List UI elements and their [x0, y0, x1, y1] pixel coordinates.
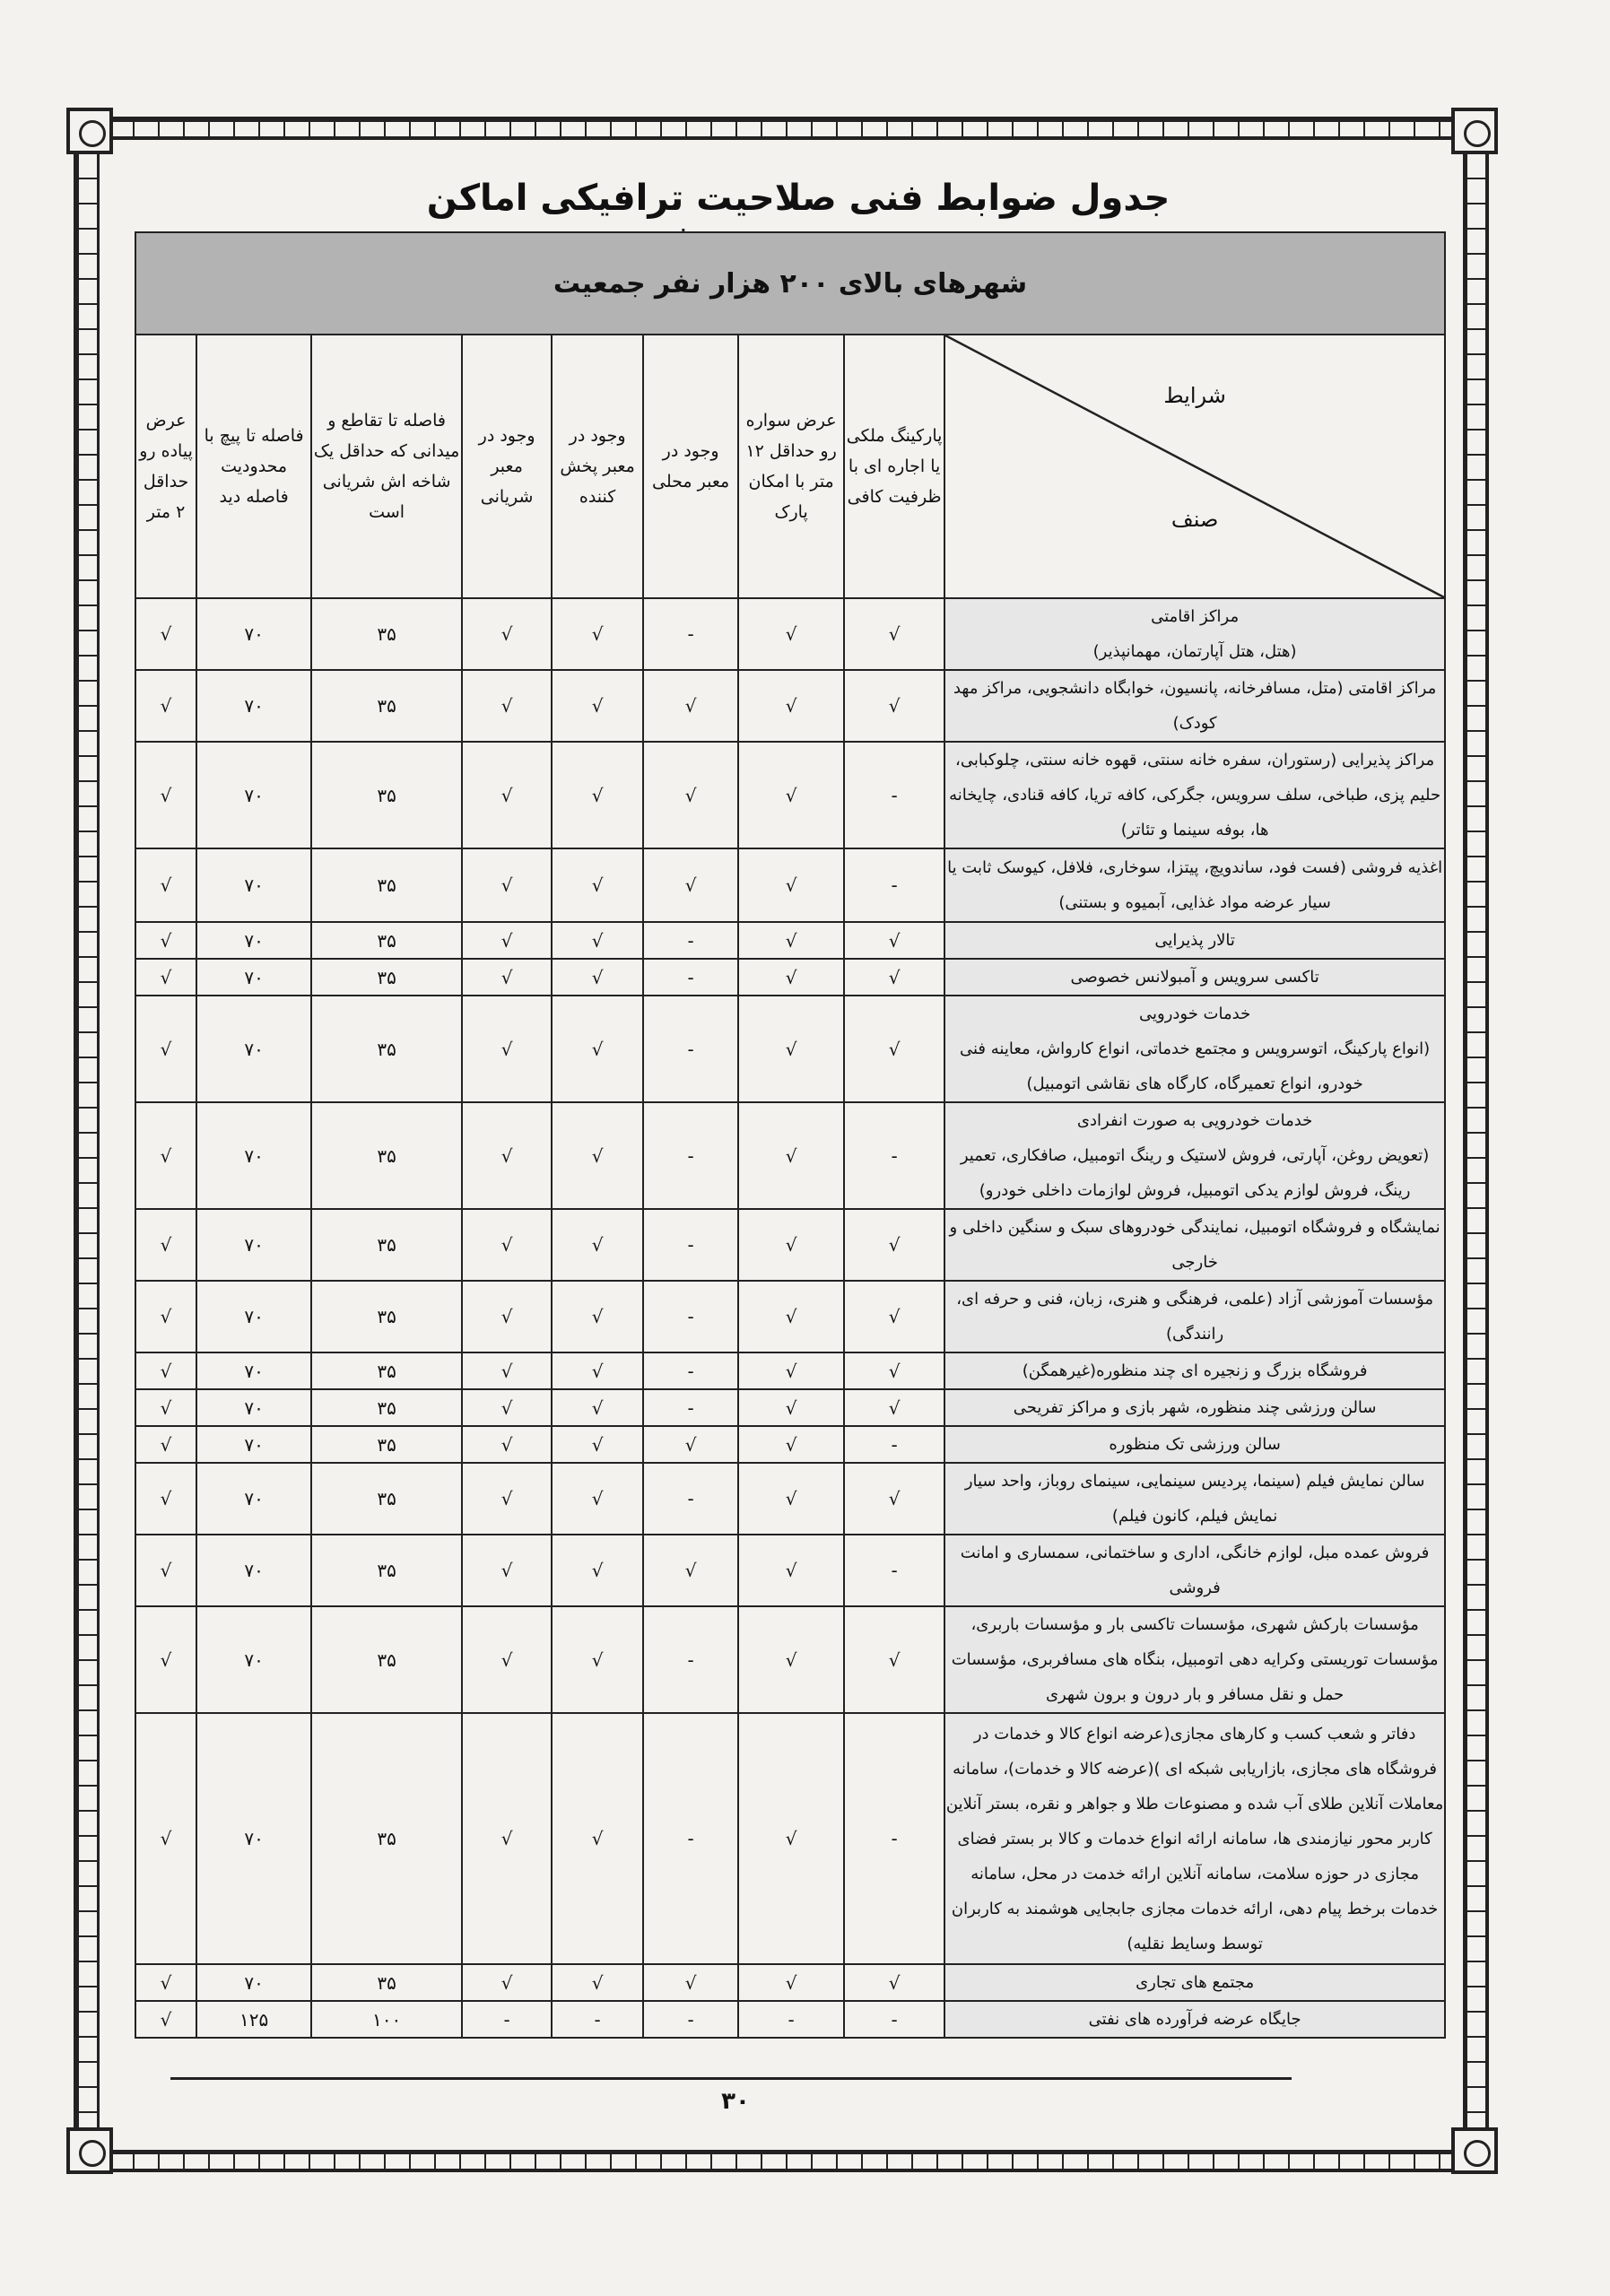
guild-category: سالن نمایش فیلم (سینما، پردیس سینمایی، سینمای روباز، واحد سیار نمایش فیلم، کانون فیلم): [944, 1463, 1445, 1535]
condition-cell: √: [135, 1535, 196, 1606]
document-title: جدول ضوابط فنی صلاحیت ترافیکی اماکن: [404, 178, 1193, 266]
condition-cell: √: [462, 1281, 552, 1352]
table-row: [135, 1209, 1445, 1281]
table-row: [135, 670, 1445, 742]
condition-cell: -: [643, 1281, 738, 1352]
condition-cell: -: [643, 2001, 738, 2038]
condition-cell: √: [738, 1426, 844, 1463]
condition-cell: √: [462, 1463, 552, 1535]
condition-cell: √: [135, 1102, 196, 1209]
condition-cell: √: [643, 1964, 738, 2001]
condition-cell: √: [552, 1606, 643, 1713]
frame-pattern-top: [108, 120, 1455, 140]
condition-cell: √: [135, 598, 196, 670]
condition-cell: √: [738, 598, 844, 670]
condition-cell: √: [738, 1281, 844, 1352]
condition-cell: -: [552, 2001, 643, 2038]
condition-cell: √: [135, 1713, 196, 1964]
condition-cell: √: [135, 922, 196, 959]
condition-cell: √: [552, 1209, 643, 1281]
table-row: [135, 1606, 1445, 1713]
condition-cell: √: [552, 1102, 643, 1209]
condition-cell: √: [552, 959, 643, 996]
condition-cell: √: [844, 1352, 944, 1389]
table-row: [135, 996, 1445, 1102]
condition-cell: -: [643, 598, 738, 670]
condition-cell: √: [738, 742, 844, 848]
column-header: فاصله تا پیچ با محدودیت فاصله دید: [196, 335, 311, 598]
condition-cell: ۳۵: [311, 1102, 462, 1209]
column-header: عرض سواره رو حداقل ۱۲ متر با امکان پارک: [738, 335, 844, 598]
condition-cell: √: [738, 1209, 844, 1281]
condition-cell: ۳۵: [311, 1713, 462, 1964]
condition-cell: √: [552, 1535, 643, 1606]
condition-cell: ۳۵: [311, 1463, 462, 1535]
table-row: [135, 1281, 1445, 1352]
condition-cell: -: [462, 2001, 552, 2038]
condition-cell: √: [643, 1535, 738, 1606]
condition-cell: -: [844, 2001, 944, 2038]
guild-label: صنف: [1171, 507, 1219, 532]
condition-cell: ۷۰: [196, 1606, 311, 1713]
footer-rule: [170, 2077, 1292, 2080]
condition-cell: √: [135, 1209, 196, 1281]
condition-cell: ۳۵: [311, 1209, 462, 1281]
condition-cell: ۳۵: [311, 922, 462, 959]
condition-cell: ۷۰: [196, 1389, 311, 1426]
condition-cell: -: [643, 1606, 738, 1713]
condition-cell: √: [135, 1389, 196, 1426]
condition-cell: √: [738, 1606, 844, 1713]
condition-cell: -: [844, 1102, 944, 1209]
table-row: [135, 1535, 1445, 1606]
condition-cell: √: [135, 1964, 196, 2001]
condition-cell: √: [462, 598, 552, 670]
condition-cell: √: [552, 1352, 643, 1389]
condition-cell: ۷۰: [196, 1426, 311, 1463]
condition-cell: √: [135, 1281, 196, 1352]
condition-cell: -: [844, 848, 944, 922]
guild-category: فروش عمده مبل، لوازم خانگی، اداری و ساختمانی، سمساری و امانت فروشی: [944, 1535, 1445, 1606]
condition-cell: √: [135, 1606, 196, 1713]
diagonal-header-cell: [944, 335, 1445, 598]
guild-category: مراکز پذیرایی (رستوران، سفره خانه سنتی، قهوه خانه سنتی، چلوکبابی، حلیم پزی، طباخی، سلف سرویس، جگرکی، کافه تریا، کافه قنادی، چایخانه ها، بوفه سینما و تئاتر): [944, 742, 1445, 848]
condition-cell: √: [135, 848, 196, 922]
condition-cell: ۷۰: [196, 922, 311, 959]
condition-cell: -: [844, 1535, 944, 1606]
condition-cell: √: [135, 959, 196, 996]
condition-cell: ۳۵: [311, 848, 462, 922]
condition-cell: √: [552, 598, 643, 670]
condition-cell: √: [552, 1389, 643, 1426]
condition-cell: √: [552, 922, 643, 959]
condition-cell: ۷۰: [196, 1535, 311, 1606]
condition-cell: -: [643, 1463, 738, 1535]
condition-cell: ۳۵: [311, 670, 462, 742]
condition-cell: √: [462, 1389, 552, 1426]
table-row: [135, 848, 1445, 922]
condition-cell: -: [844, 742, 944, 848]
condition-cell: √: [135, 1352, 196, 1389]
condition-cell: √: [844, 1606, 944, 1713]
condition-cell: √: [844, 1463, 944, 1535]
table-row: [135, 1102, 1445, 1209]
guild-category: سالن ورزشی چند منظوره، شهر بازی و مراکز تفریحی: [944, 1389, 1445, 1426]
condition-cell: √: [844, 670, 944, 742]
condition-cell: √: [643, 670, 738, 742]
table-row: [135, 922, 1445, 959]
table-row: [135, 959, 1445, 996]
condition-cell: √: [738, 848, 844, 922]
condition-cell: √: [135, 1426, 196, 1463]
column-header: عرض پیاده رو حداقل ۲ متر: [135, 335, 196, 598]
condition-cell: ۷۰: [196, 959, 311, 996]
condition-cell: √: [552, 996, 643, 1102]
corner-ornament-tl: [66, 108, 113, 154]
column-header: پارکینگ ملکی یا اجاره ای با ظرفیت کافی: [844, 335, 944, 598]
guild-category: تاکسی سرویس و آمبولانس خصوصی: [944, 959, 1445, 996]
table-row: [135, 2001, 1445, 2038]
condition-cell: √: [552, 1964, 643, 2001]
condition-cell: √: [135, 1463, 196, 1535]
condition-cell: √: [844, 1964, 944, 2001]
column-header: فاصله تا تقاطع و میدانی که حداقل یک شاخه اش شریانی است: [311, 335, 462, 598]
condition-cell: ۷۰: [196, 1209, 311, 1281]
table-body: [135, 598, 1445, 2038]
condition-cell: -: [844, 1426, 944, 1463]
condition-cell: √: [135, 996, 196, 1102]
condition-cell: ۷۰: [196, 1352, 311, 1389]
condition-cell: √: [844, 922, 944, 959]
table-row: [135, 1352, 1445, 1389]
condition-cell: ۷۰: [196, 1281, 311, 1352]
table-row: [135, 1713, 1445, 1964]
guild-category: اغذیه فروشی (فست فود، ساندویچ، پیتزا، سوخاری، فلافل، کیوسک ثابت یا سیار عرضه مواد غذایی، آبمیوه و بستنی): [944, 848, 1445, 922]
condition-cell: -: [643, 959, 738, 996]
table-row: [135, 742, 1445, 848]
condition-cell: ۷۰: [196, 1102, 311, 1209]
condition-cell: √: [738, 959, 844, 996]
condition-cell: ۷۰: [196, 742, 311, 848]
condition-cell: -: [643, 996, 738, 1102]
condition-cell: √: [844, 1389, 944, 1426]
condition-cell: ۷۰: [196, 1964, 311, 2001]
condition-cell: √: [552, 1463, 643, 1535]
condition-cell: -: [643, 1209, 738, 1281]
condition-cell: -: [738, 2001, 844, 2038]
condition-cell: √: [738, 1352, 844, 1389]
condition-cell: √: [462, 1352, 552, 1389]
condition-cell: √: [643, 742, 738, 848]
guild-category: خدمات خودرویی (انواع پارکینگ، اتوسرویس و مجتمع خدماتی، انواع کارواش، معاینه فنی خودرو، انواع تعمیرگاه، کارگاه های نقاشی اتومبیل): [944, 996, 1445, 1102]
guild-category: فروشگاه بزرگ و زنجیره ای چند منظوره(غیرهمگن): [944, 1352, 1445, 1389]
guild-category: سالن ورزشی تک منظوره: [944, 1426, 1445, 1463]
table-row: [135, 1463, 1445, 1535]
table-row: [135, 598, 1445, 670]
condition-cell: √: [643, 1426, 738, 1463]
condition-cell: √: [462, 1606, 552, 1713]
condition-cell: ۷۰: [196, 996, 311, 1102]
frame-pattern-bottom: [108, 2152, 1455, 2172]
condition-cell: √: [552, 742, 643, 848]
frame-pattern-left: [77, 152, 99, 2136]
condition-cell: √: [135, 2001, 196, 2038]
guild-category: تالار پذیرایی: [944, 922, 1445, 959]
condition-cell: √: [738, 1964, 844, 2001]
corner-ornament-bl: [66, 2127, 113, 2174]
condition-cell: ۳۵: [311, 1426, 462, 1463]
condition-cell: ۷۰: [196, 1713, 311, 1964]
condition-cell: √: [844, 598, 944, 670]
condition-cell: √: [462, 1209, 552, 1281]
condition-cell: ۳۵: [311, 996, 462, 1102]
condition-cell: ۷۰: [196, 670, 311, 742]
guild-category: مراکز اقامتی (متل، مسافرخانه، پانسیون، خوابگاه دانشجویی، مراکز مهد کودک): [944, 670, 1445, 742]
condition-cell: √: [552, 848, 643, 922]
condition-cell: √: [738, 1535, 844, 1606]
condition-cell: -: [844, 1713, 944, 1964]
condition-cell: √: [135, 670, 196, 742]
condition-cell: √: [462, 996, 552, 1102]
condition-cell: ۷۰: [196, 598, 311, 670]
condition-cell: ۳۵: [311, 742, 462, 848]
condition-cell: √: [738, 1389, 844, 1426]
guild-category: دفاتر و شعب کسب و کارهای مجازی(عرضه انواع کالا و خدمات در فروشگاه های مجازی، بازاریابی شبکه ای )(عرضه کالا و خدمات)، سامانه معاملات آنلاین طلای آب شده و مصنوعات طلا و جواهر و نقره، بستر آنلاین کاربر محور نیازمندی ها، سامانه ارائه انواع خدمات و کالا بر بستر فضای مجازی در حوزه سلامت، سامانه آنلاین ارائه خدمت در محل، سامانه خدمات برخط پیام دهی، ارائه خدمات مجازی جابجایی هوشمند به کاربران توسط وسایط نقلیه): [944, 1713, 1445, 1964]
condition-cell: ۷۰: [196, 848, 311, 922]
guild-category: مؤسسات آموزشی آزاد (علمی، فرهنگی و هنری، زبان، فنی و حرفه ای، رانندگی): [944, 1281, 1445, 1352]
column-header: وجود در معبر شریانی: [462, 335, 552, 598]
guild-category: خدمات خودرویی به صورت انفرادی (تعویض روغن، آپارتی، فروش لاستیک و رینگ اتومبیل، صافکاری، تعمیر رینگ، فروش لوازم یدکی اتومبیل، فروش لوازمات داخلی خودرو): [944, 1102, 1445, 1209]
condition-cell: -: [643, 922, 738, 959]
condition-cell: √: [462, 670, 552, 742]
condition-cell: ۳۵: [311, 959, 462, 996]
condition-cell: √: [552, 670, 643, 742]
corner-ornament-br: [1451, 2127, 1498, 2174]
condition-cell: ۳۵: [311, 1606, 462, 1713]
condition-cell: ۳۵: [311, 1281, 462, 1352]
condition-cell: √: [552, 1426, 643, 1463]
condition-cell: √: [738, 1463, 844, 1535]
condition-cell: √: [643, 848, 738, 922]
condition-cell: √: [844, 1281, 944, 1352]
conditions-label: شرایط: [1163, 383, 1226, 408]
condition-cell: √: [462, 1426, 552, 1463]
rules-table: [135, 231, 1446, 2039]
condition-cell: √: [462, 1964, 552, 2001]
guild-category: جایگاه عرضه فرآورده های نفتی: [944, 2001, 1445, 2038]
table-row: [135, 1389, 1445, 1426]
condition-cell: ۱۰۰: [311, 2001, 462, 2038]
population-band: شهرهای بالای ۲۰۰ هزار نفر جمعیت: [135, 232, 1445, 335]
condition-cell: √: [462, 848, 552, 922]
condition-cell: √: [738, 1102, 844, 1209]
condition-cell: √: [738, 670, 844, 742]
guild-category: مراکز اقامتی (هتل، هتل آپارتمان، مهمانپذیر): [944, 598, 1445, 670]
guild-category: نمایشگاه و فروشگاه اتومبیل، نمایندگی خودروهای سبک و سنگین داخلی و خارجی: [944, 1209, 1445, 1281]
condition-cell: ۱۲۵: [196, 2001, 311, 2038]
condition-cell: ۷۰: [196, 1463, 311, 1535]
condition-cell: √: [738, 1713, 844, 1964]
condition-cell: √: [462, 1713, 552, 1964]
condition-cell: ۳۵: [311, 1964, 462, 2001]
condition-cell: √: [844, 959, 944, 996]
condition-cell: -: [643, 1102, 738, 1209]
condition-cell: √: [738, 996, 844, 1102]
condition-cell: √: [462, 959, 552, 996]
condition-cell: √: [462, 1535, 552, 1606]
frame-pattern-right: [1466, 152, 1487, 2136]
condition-cell: √: [844, 1209, 944, 1281]
column-header: وجود در معبر محلی: [643, 335, 738, 598]
guild-category: مؤسسات بارکش شهری، مؤسسات تاکسی بار و مؤسسات باربری، مؤسسات توریستی وکرایه دهی اتومبیل، بنگاه های مسافربری، مؤسسات حمل و نقل مسافر و بار درون و برون شهری: [944, 1606, 1445, 1713]
guild-category: مجتمع های تجاری: [944, 1964, 1445, 2001]
condition-cell: √: [552, 1281, 643, 1352]
condition-cell: √: [462, 1102, 552, 1209]
condition-cell: √: [462, 742, 552, 848]
corner-ornament-tr: [1451, 108, 1498, 154]
condition-cell: √: [844, 996, 944, 1102]
condition-cell: √: [462, 922, 552, 959]
column-header: وجود در معبر پخش کننده: [552, 335, 643, 598]
condition-cell: -: [643, 1352, 738, 1389]
condition-cell: √: [738, 922, 844, 959]
condition-cell: -: [643, 1389, 738, 1426]
table-row: [135, 1426, 1445, 1463]
page-number: ۳۰: [721, 2088, 750, 2115]
condition-cell: -: [643, 1713, 738, 1964]
condition-cell: ۳۵: [311, 598, 462, 670]
condition-cell: ۳۵: [311, 1535, 462, 1606]
condition-cell: √: [552, 1713, 643, 1964]
table-row: [135, 1964, 1445, 2001]
condition-cell: ۳۵: [311, 1389, 462, 1426]
condition-cell: ۳۵: [311, 1352, 462, 1389]
condition-cell: √: [135, 742, 196, 848]
